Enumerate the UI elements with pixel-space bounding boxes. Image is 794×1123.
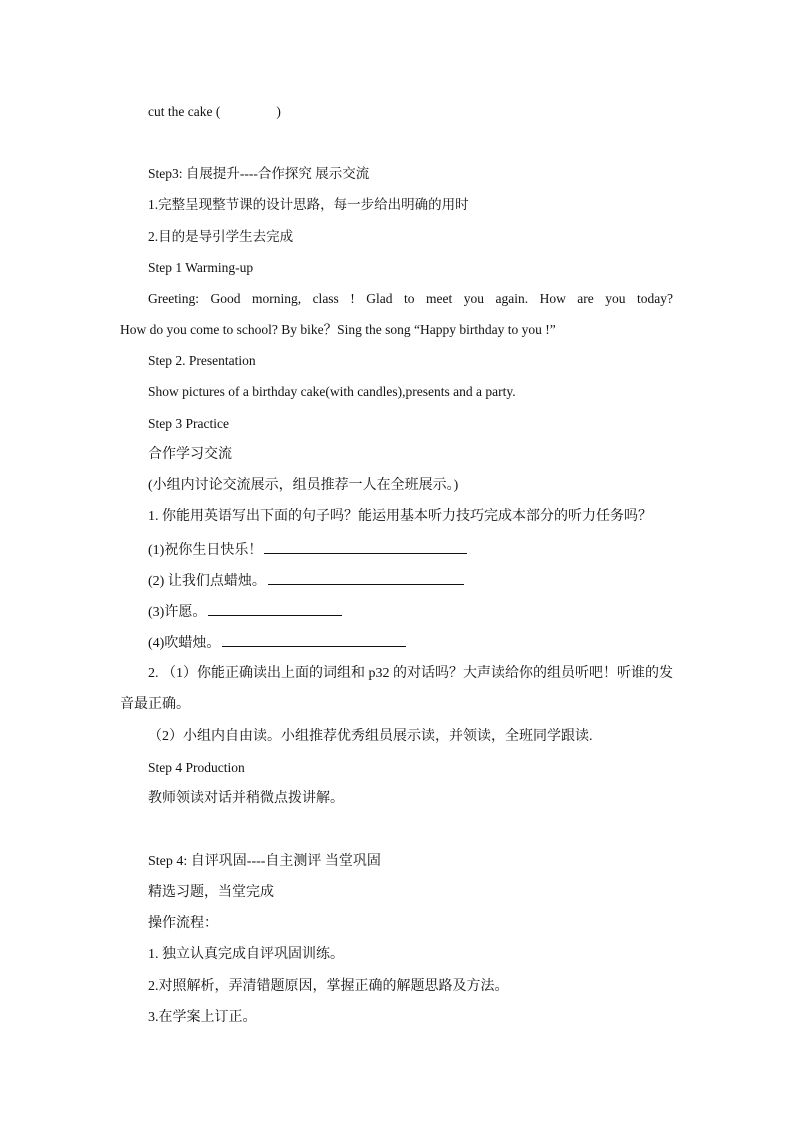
step1-greeting-line	[148, 289, 673, 309]
question-1b-line	[148, 570, 464, 592]
cut-cake-close: )	[276, 104, 281, 119]
step4-heading: Step 4: 自评巩固----自主测评 当堂巩固	[148, 854, 381, 869]
step4-production-heading: Step 4 Production	[148, 760, 245, 775]
step1-heading: Step 1 Warming-up	[148, 260, 254, 275]
step4-item-1: 1. 独立认真完成自评巩固训练。	[148, 947, 344, 962]
cut-cake-text: cut the cake (	[148, 104, 221, 119]
step3-heading: Step3: 自展提升----合作探究 展示交流	[148, 166, 370, 181]
question-2-line-1: 2. （1）你能正确读出上面的词组和 p32 的对话吗？大声读给你的组员听吧！听谁的发	[148, 666, 673, 681]
step4-item-3: 3.在学案上订正。	[148, 1010, 257, 1025]
question-1c-text: (3)许愿。	[148, 605, 207, 620]
cut-cake-line	[148, 102, 281, 122]
answer-blank-1c[interactable]	[208, 601, 342, 616]
step4-item-2: 2.对照解析，弄清错题原因，掌握正确的解题思路及方法。	[148, 979, 509, 994]
question-1c-line	[148, 601, 342, 623]
step4-production-line: 教师领读对话并稍微点拨讲解。	[148, 791, 344, 806]
step1-song-line: How do you come to school? By bike？Sing the song “Happy birthday to you !”	[120, 322, 556, 337]
step3-item-1: 1.完整呈现整节课的设计思路，每一步给出明确的用时	[148, 197, 469, 212]
step2-heading: Step 2. Presentation	[148, 353, 256, 368]
question-2-part-2: （2）小组内自由读。小组推荐优秀组员展示读，并领读，全班同学跟读.	[148, 729, 593, 744]
question-1a-text: (1)祝你生日快乐！	[148, 543, 263, 558]
question-2-line-2: 音最正确。	[120, 697, 190, 712]
answer-blank-1d[interactable]	[222, 632, 406, 647]
step3-practice-heading: Step 3 Practice	[148, 416, 229, 431]
step2-show-line: Show pictures of a birthday cake(with candles),presents and a party.	[148, 384, 516, 399]
coop-heading: 合作学习交流	[148, 447, 232, 462]
question-1d-text: (4)吹蜡烛。	[148, 636, 221, 651]
question-1d-line	[148, 632, 406, 654]
answer-blank-1a[interactable]	[264, 539, 467, 554]
question-1b-text: (2) 让我们点蜡烛。	[148, 574, 266, 589]
question-1: 1. 你能用英语写出下面的句子吗？能运用基本听力技巧完成本部分的听力任务吗？	[148, 509, 652, 524]
step3-item-2: 2.目的是导引学生去完成	[148, 229, 294, 244]
step4-select: 精选习题，当堂完成	[148, 885, 274, 900]
answer-blank-1b[interactable]	[268, 570, 464, 585]
question-1a-line	[148, 539, 467, 561]
group-instruction: (小组内讨论交流展示，组员推荐一人在全班展示。)	[148, 478, 459, 493]
step4-flow: 操作流程：	[148, 916, 218, 931]
step1-greeting-text: Greeting: Good morning, class ! Glad to meet you again. How are you today?	[148, 291, 673, 306]
